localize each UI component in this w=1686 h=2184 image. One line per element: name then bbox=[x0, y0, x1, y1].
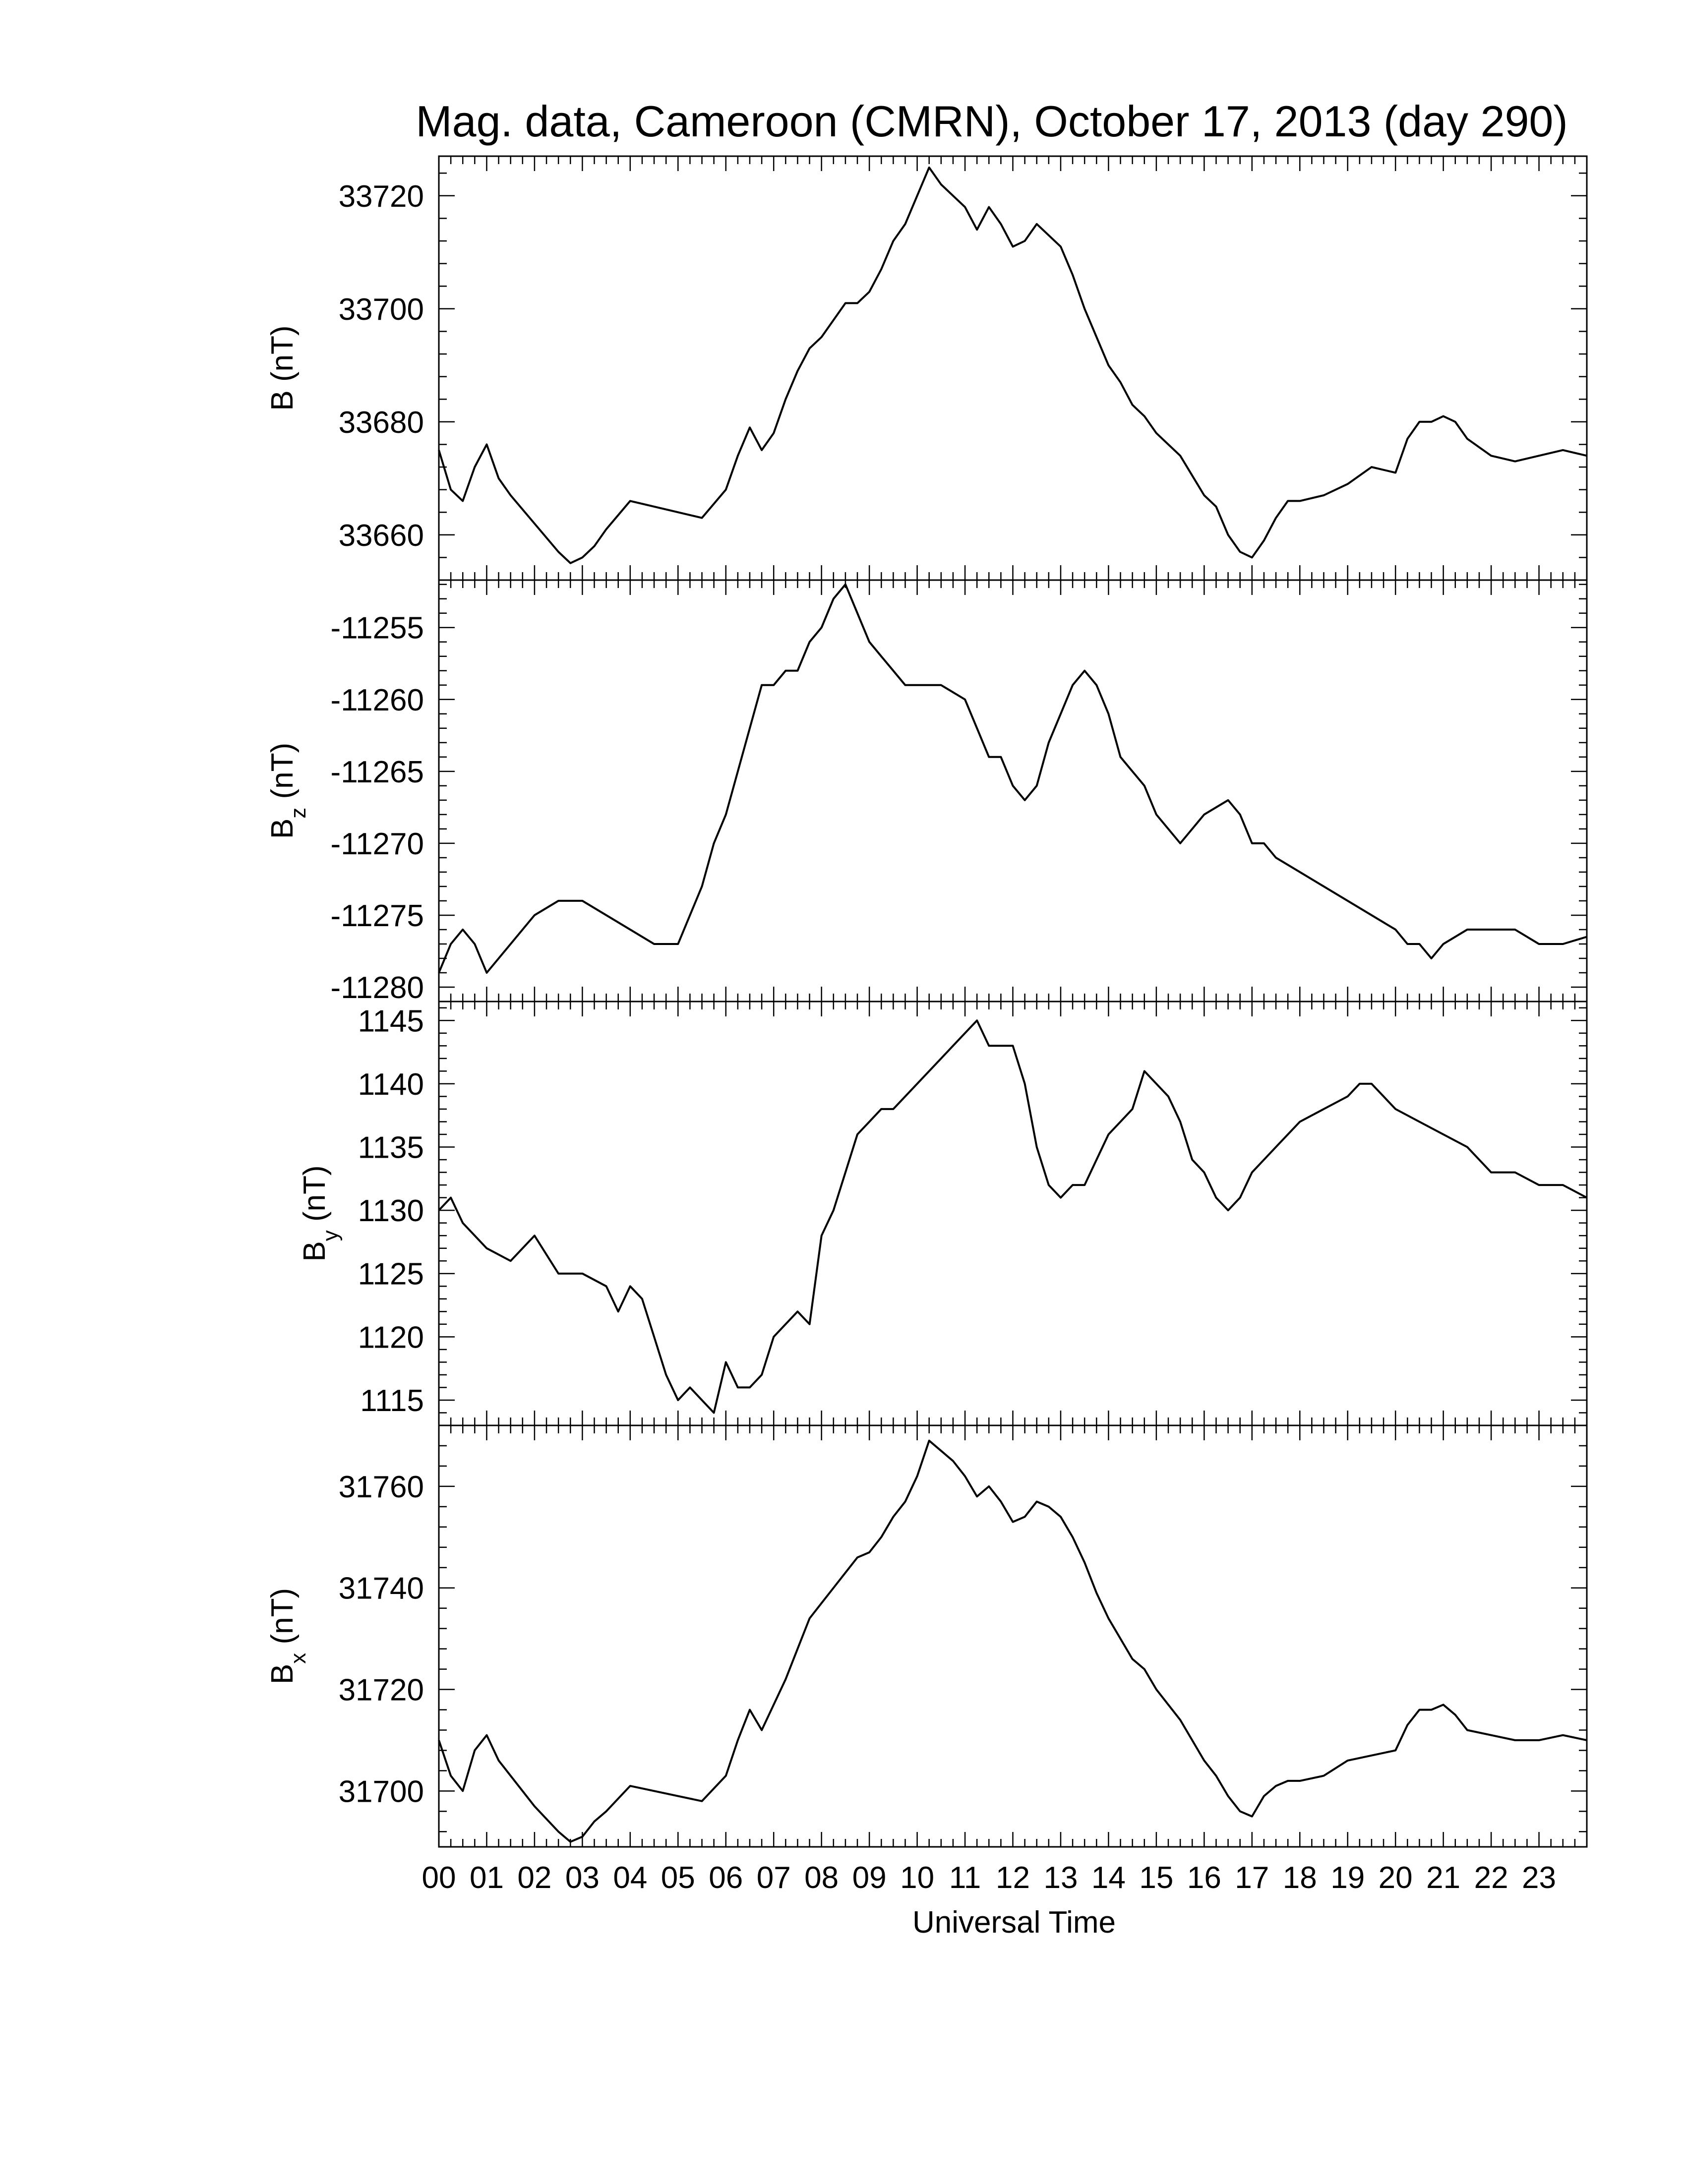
series-line-bx bbox=[439, 1441, 1587, 1842]
y-axis-label: B (nT) bbox=[265, 325, 300, 411]
y-tick-label: 33700 bbox=[338, 292, 424, 327]
y-tick-label: 1135 bbox=[358, 1130, 424, 1165]
panel-frame bbox=[439, 580, 1587, 1002]
panel-b bbox=[265, 156, 1587, 580]
x-tick-label: 17 bbox=[1235, 1861, 1269, 1895]
x-tick-label: 12 bbox=[996, 1861, 1030, 1895]
series-line-bz bbox=[439, 585, 1587, 973]
panel-frame bbox=[439, 156, 1587, 580]
y-tick-label: 33720 bbox=[338, 179, 424, 214]
x-tick-label: 20 bbox=[1378, 1861, 1413, 1895]
x-axis-label: Universal Time bbox=[912, 1905, 1116, 1940]
x-tick-label: 07 bbox=[756, 1861, 791, 1895]
x-tick-label: 04 bbox=[613, 1861, 648, 1895]
panel-bz bbox=[265, 580, 1587, 1005]
x-tick-label: 14 bbox=[1091, 1861, 1126, 1895]
y-axis-label: $B_x$ (nT) bbox=[265, 1588, 310, 1685]
y-tick-label: 1140 bbox=[358, 1067, 424, 1102]
x-tick-label: 01 bbox=[469, 1861, 504, 1895]
x-tick-label: 11 bbox=[949, 1861, 981, 1895]
y-axis-label: $B_z$ (nT) bbox=[265, 742, 310, 839]
y-tick-label: 1115 bbox=[360, 1383, 424, 1418]
panel-frame bbox=[439, 1002, 1587, 1425]
chart-title: Mag. data, Cameroon (CMRN), October 17, 2013 (day 290) bbox=[416, 97, 1568, 146]
x-tick-label: 08 bbox=[804, 1861, 839, 1895]
panel-bx bbox=[265, 1425, 1587, 1847]
y-tick-label: -11255 bbox=[330, 611, 424, 646]
y-tick-label: 1120 bbox=[358, 1320, 424, 1355]
x-tick-label: 03 bbox=[565, 1861, 600, 1895]
x-tick-label: 15 bbox=[1139, 1861, 1174, 1895]
x-tick-label: 23 bbox=[1522, 1861, 1557, 1895]
panel-by bbox=[298, 1002, 1587, 1425]
y-tick-label: -11270 bbox=[330, 826, 424, 861]
panel-frame bbox=[439, 1425, 1587, 1847]
y-tick-label: 1145 bbox=[358, 1004, 424, 1039]
x-tick-label: 19 bbox=[1330, 1861, 1365, 1895]
y-axis-label: $B_y$ (nT) bbox=[298, 1165, 343, 1262]
y-tick-label: 31760 bbox=[338, 1470, 424, 1504]
x-tick-label: 06 bbox=[709, 1861, 743, 1895]
y-tick-label: 1130 bbox=[358, 1194, 424, 1229]
y-tick-label: 1125 bbox=[358, 1257, 424, 1292]
series-line-by bbox=[439, 1020, 1587, 1413]
x-tick-label: 02 bbox=[517, 1861, 552, 1895]
y-tick-label: 33660 bbox=[338, 518, 424, 553]
y-tick-label: 31740 bbox=[338, 1571, 424, 1606]
y-tick-label: 33680 bbox=[338, 405, 424, 440]
x-tick-label: 22 bbox=[1474, 1861, 1508, 1895]
x-tick-label: 18 bbox=[1282, 1861, 1317, 1895]
x-tick-label: 10 bbox=[900, 1861, 935, 1895]
y-tick-label: -11275 bbox=[330, 898, 424, 933]
x-tick-label: 16 bbox=[1187, 1861, 1221, 1895]
series-line-b bbox=[439, 168, 1587, 563]
y-tick-label: -11265 bbox=[330, 755, 424, 789]
x-tick-label: 21 bbox=[1426, 1861, 1461, 1895]
y-tick-label: 31700 bbox=[338, 1774, 424, 1809]
y-tick-label: -11280 bbox=[330, 970, 424, 1005]
x-tick-label: 05 bbox=[661, 1861, 695, 1895]
y-tick-label: -11260 bbox=[330, 683, 424, 717]
x-tick-label: 13 bbox=[1043, 1861, 1078, 1895]
y-tick-label: 31720 bbox=[338, 1673, 424, 1708]
x-tick-label: 00 bbox=[422, 1861, 456, 1895]
x-tick-label: 09 bbox=[852, 1861, 887, 1895]
